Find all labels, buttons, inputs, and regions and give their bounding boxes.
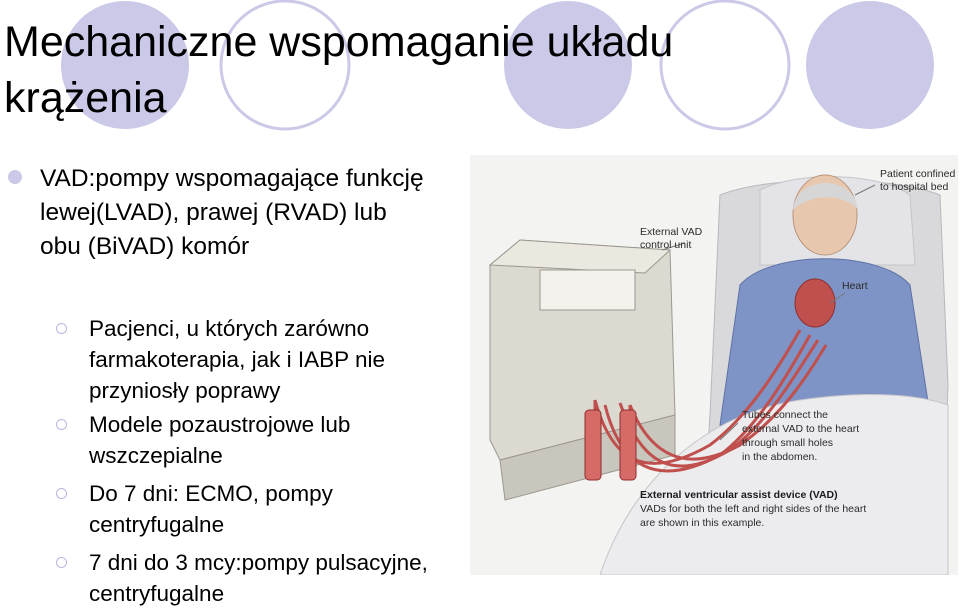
main-bullet: VAD:pompy wspomagające funkcję lewej(LVAD), prawej (RVAD) lub obu (BiVAD) komór	[40, 165, 424, 260]
heart-illustration	[795, 279, 835, 327]
label-tubes-2: external VAD to the heart	[742, 423, 860, 435]
deco-circle-5	[806, 1, 934, 129]
bullet-marker	[8, 170, 22, 184]
sub-bullet-marker	[56, 557, 67, 568]
label-tubes-4: in the abdomen.	[742, 451, 818, 463]
sub-bullet-marker	[56, 323, 67, 334]
sub-bullet-marker	[56, 488, 67, 499]
label-tubes-1: Tubes connect the	[742, 409, 828, 421]
label-device-title: External ventricular assist device (VAD)	[640, 489, 838, 501]
label-tubes-3: through small holes	[742, 437, 834, 449]
label-control-1: External VAD	[640, 226, 703, 238]
label-patient-1: Patient confined	[880, 168, 956, 180]
slide-title: Mechaniczne wspomaganie układu krążenia	[4, 18, 674, 122]
vad-illustration	[470, 155, 958, 575]
sub-bullet-text: Pacjenci, u których zarówno farmakoterapia, jak i IABP nie przyniosły poprawy	[89, 316, 385, 403]
label-heart: Heart	[842, 280, 868, 292]
label-device-2: are shown in this example.	[640, 517, 765, 529]
sub-bullet-text: Do 7 dni: ECMO, pompy centryfugalne	[89, 481, 333, 537]
sub-bullet-text: Modele pozaustrojowe lub wszczepialne	[89, 412, 351, 468]
sub-bullet-text: 7 dni do 3 mcy:pompy pulsacyjne, centryfugalne	[89, 550, 428, 606]
label-device-1: VADs for both the left and right sides of the heart	[640, 503, 867, 515]
label-control-2: control unit	[640, 239, 692, 251]
control-panel	[540, 270, 635, 310]
sub-bullet-marker	[56, 419, 67, 430]
label-patient-2: to hospital bed	[880, 181, 949, 193]
